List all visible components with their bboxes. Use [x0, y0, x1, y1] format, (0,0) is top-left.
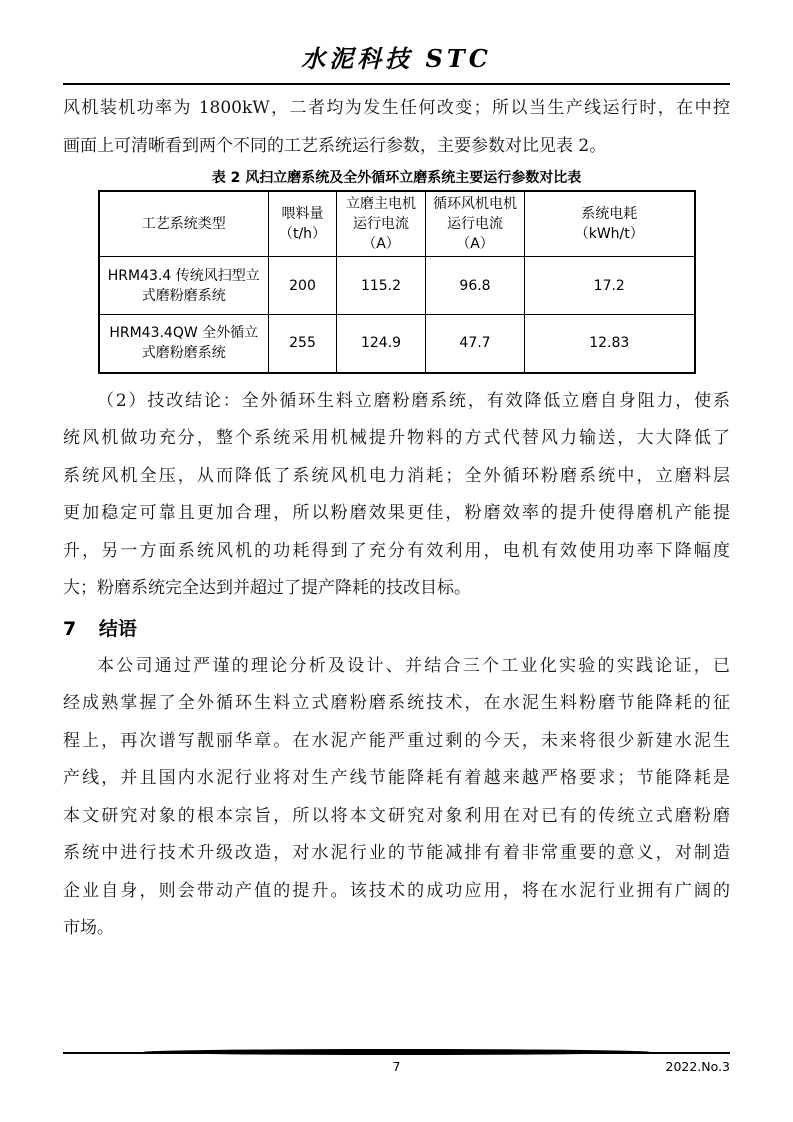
table-cell-power-consumption: 12.83: [525, 315, 695, 373]
table-caption: 表 2 风扫立磨系统及全外循环立磨系统主要运行参数对比表: [211, 170, 582, 186]
paragraph-line: 升，另一方面系统风机的功耗得到了充分有效利用，电机有效使用功率下降幅度: [63, 540, 730, 561]
paragraph-line: 大；粉磨系统完全达到并超过了提产降耗的技改目标。: [63, 578, 471, 598]
table-header-cell: [337, 191, 426, 257]
header-cell-line: 循环风机电机: [433, 196, 517, 212]
paragraph-line: 本文研究对象的根本宗旨，所以将本文研究对象利用在对已有的传统立式磨粉磨: [63, 805, 730, 826]
table-header-cell: [269, 191, 337, 257]
table-cell-fan-motor-current: 47.7: [426, 315, 525, 373]
section-title: 结语: [98, 617, 137, 640]
paragraph-line: 统风机做功充分，整个系统采用机械提升物料的方式代替风力输送，大大降低了: [63, 428, 730, 448]
page-footer: [63, 1049, 730, 1075]
section-heading: [63, 612, 730, 646]
parameters-comparison-table: [98, 190, 696, 374]
table-cell-feed-rate: 255: [269, 315, 337, 373]
issue-label: 2022.No.3: [665, 1059, 730, 1074]
table-header-cell: [426, 191, 525, 257]
paragraph-line: 产线，并且国内水泥行业将对生产线节能降耗有着越来越严格要求；节能降耗是: [63, 768, 730, 788]
header-cell-line: 工艺系统类型: [141, 216, 226, 232]
paragraph-line: 市场。: [63, 918, 114, 938]
paragraph-line: 画面上可清晰看到两个不同的工艺系统运行参数，主要参数对比见表 2。: [63, 135, 607, 156]
paragraph-line: 程上，再次谱写靓丽华章。在水泥产能严重过剩的今天，未来将很少新建水泥生: [63, 730, 730, 751]
table-cell-mill-motor-current: 115.2: [337, 257, 426, 315]
table-cell-mill-motor-current: 124.9: [337, 315, 426, 373]
paragraph-line: 系统中进行技术升级改造，对水泥行业的节能减排有着非常重要的意义，对制造: [63, 843, 730, 863]
table-cell-feed-rate: 200: [269, 257, 337, 315]
table-cell-system-type: HRM43.4 传统风扫型立式磨粉磨系统: [99, 257, 269, 315]
header-rule: [63, 83, 730, 85]
header-cell-line: 运行电流（A）: [353, 216, 409, 252]
paragraph-line: 经成熟掌握了全外循环生料立式磨粉磨系统技术，在水泥生料粉磨节能降耗的征: [63, 693, 730, 713]
header-cell-line: 运行电流（A）: [447, 216, 503, 252]
paragraph-line: 本公司通过严谨的理论分析及设计、并结合三个工业化实验的实践论证，已: [97, 655, 730, 676]
journal-title: 水泥科技 STC: [301, 44, 492, 73]
table-header-cell: [525, 191, 695, 257]
header-cell-line: （kWh/t）: [574, 226, 644, 242]
journal-header: [63, 0, 730, 74]
header-cell-line: （t/h）: [278, 226, 327, 242]
table-cell-system-type: HRM43.4QW 全外循立式磨粉磨系统: [99, 315, 269, 373]
section-number: 7: [63, 617, 77, 640]
paragraph-line: 企业自身，则会带动产值的提升。该技术的成功应用，将在水泥行业拥有广阔的: [63, 880, 730, 901]
header-cell-line: 立磨主电机: [346, 196, 416, 212]
page-number: 7: [392, 1059, 401, 1074]
table-row: [99, 315, 695, 373]
header-cell-line: 系统电耗: [581, 206, 638, 222]
body-text: [63, 90, 730, 948]
paragraph-line: 系统风机全压，从而降低了系统风机电力消耗；全外循环粉磨系统中，立磨料层: [63, 465, 730, 486]
paragraph-line: （2）技改结论：全外循环生料立磨粉磨系统，有效降低立磨自身阻力，使系: [97, 390, 730, 411]
footer-row: [63, 1058, 730, 1075]
table-cell-fan-motor-current: 96.8: [426, 257, 525, 315]
table-cell-power-consumption: 17.2: [525, 257, 695, 315]
table-header-cell: [99, 191, 269, 257]
paragraph-line: 更加稳定可靠且更加合理，所以粉磨效果更佳，粉磨效率的提升使得磨机产能提: [63, 503, 730, 523]
footer-rule: [63, 1049, 730, 1056]
table-row: [99, 257, 695, 315]
header-cell-line: 喂料量: [281, 206, 324, 222]
table-header-row: [99, 191, 695, 257]
paragraph-line: 风机装机功率为 1800kW，二者均为发生任何改变；所以当生产线运行时，在中控: [63, 98, 730, 118]
